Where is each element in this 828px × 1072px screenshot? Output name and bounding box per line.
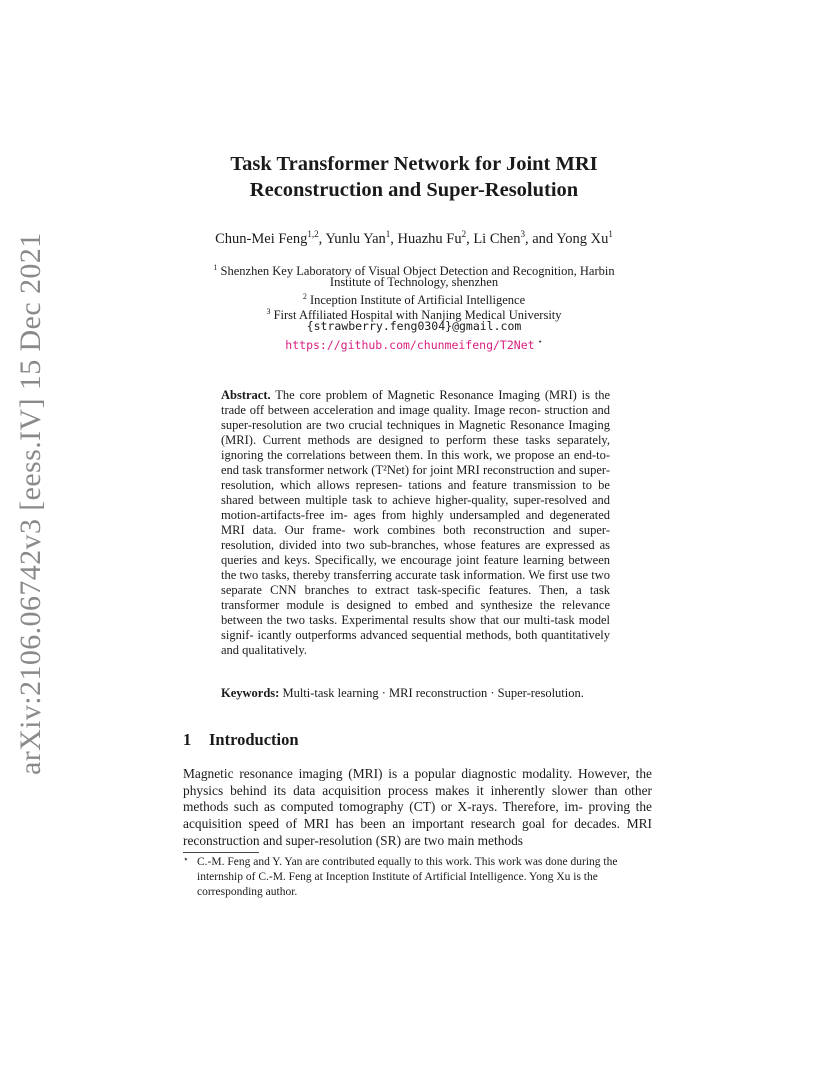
abstract-line: tations and feature transmission to be shared between multiple task bbox=[221, 478, 610, 507]
footnote-text bbox=[197, 855, 652, 900]
author-list bbox=[0, 229, 828, 248]
arxiv-identifier-stamp: arXiv:2106.06742v3 [eess.IV] 15 Dec 2021 bbox=[14, 232, 47, 775]
abstract-line: joint MRI reconstruction and super-resolution, which allows represen- bbox=[221, 463, 610, 492]
abstract-line: to achieve higher-quality, super-resolved and motion-artifacts-free im- bbox=[221, 493, 610, 522]
footnote-line: C.-M. Feng and Y. Yan are contributed equally to this work. This work was done bbox=[197, 856, 568, 868]
affiliation-number: 2 bbox=[302, 292, 307, 301]
abstract-line: module is designed to embed and synthesize the relevance between the bbox=[221, 598, 610, 627]
section-number: 1 bbox=[183, 730, 192, 749]
keywords bbox=[221, 686, 641, 701]
author-email: {strawberry.feng0304}@gmail.com bbox=[306, 319, 522, 333]
body-line: other methods such as computed tomography (CT) or X-rays. Therefore, im- bbox=[183, 782, 652, 815]
body-line: the physics behind its data acquisition process makes it inherently slower than bbox=[183, 766, 652, 798]
footnote bbox=[183, 855, 652, 900]
abstract-line: two tasks. Experimental results show that our multi-task model signif- bbox=[221, 613, 611, 642]
paper-title-line-2: Reconstruction and Super-Resolution bbox=[249, 179, 579, 201]
introduction-paragraph bbox=[183, 766, 652, 850]
abstract-line: icantly outperforms advanced sequential methods, both quantitatively bbox=[257, 628, 611, 642]
abstract-line: work, we propose an end-to-end task transformer network (T²Net) for bbox=[221, 448, 610, 477]
body-line: Magnetic resonance imaging (MRI) is a popular diagnostic modality. However, bbox=[183, 766, 630, 781]
keywords-label: Keywords: bbox=[221, 686, 280, 700]
section-title: Introduction bbox=[209, 730, 299, 749]
abstract bbox=[221, 388, 610, 658]
author-name: Li Chen bbox=[473, 230, 521, 247]
author-affiliation-sup: 1 bbox=[385, 229, 391, 239]
footnote-line: Yong Xu is the corresponding author. bbox=[197, 871, 598, 898]
code-url-line bbox=[0, 334, 828, 353]
author-name: Yunlu Yan bbox=[325, 230, 386, 247]
body-line: decades. MRI reconstruction and super-resolution (SR) are two main methods bbox=[183, 816, 652, 848]
abstract-line: ages from highly undersampled and degenerated MRI data. Our frame- bbox=[221, 508, 611, 537]
abstract-line: these tasks separately, ignoring the correlations between them. In this bbox=[221, 433, 610, 462]
affiliation-text: First Affiliated Hospital with Nanjing Medical University bbox=[273, 308, 562, 323]
abstract-line: Specifically, we encourage joint feature learning between the two tasks, bbox=[221, 553, 611, 582]
abstract-line: thereby transferring accurate task information. We first use two separate bbox=[221, 568, 611, 597]
affiliation-number: 1 bbox=[213, 263, 218, 272]
author-separator: , bbox=[466, 230, 474, 247]
abstract-line: Resonance Imaging (MRI). Current methods are designed to perform bbox=[221, 418, 610, 447]
abstract-line: two sub-branches, whose features are expressed as queries and keys. bbox=[221, 538, 611, 567]
keywords-text: Multi-task learning · MRI reconstruction · Super-resolution. bbox=[282, 686, 584, 700]
abstract-line: The core problem of Magnetic Resonance Imaging (MRI) bbox=[275, 388, 577, 402]
author-affiliation-sup: 3 bbox=[520, 229, 525, 239]
author-separator: , and bbox=[524, 230, 557, 247]
author-separator: , bbox=[390, 230, 398, 247]
author-name: Chun-Mei Feng bbox=[215, 230, 308, 247]
author-name: Yong Xu bbox=[556, 230, 609, 247]
abstract-line: and qualitatively. bbox=[221, 643, 307, 657]
abstract-line: work combines both reconstruction and super-resolution, divided into bbox=[221, 523, 611, 552]
section-heading-introduction bbox=[183, 730, 299, 750]
author-affiliation-sup: 1,2 bbox=[307, 229, 319, 239]
code-repository-link[interactable]: https://github.com/chunmeifeng/T2Net bbox=[285, 338, 535, 353]
author-separator: , bbox=[318, 230, 326, 247]
abstract-line: CNN branches to extract task-specific features. Then, a task transformer bbox=[221, 583, 610, 612]
affiliation-1-line-2: Institute of Technology, shenzhen bbox=[329, 275, 499, 289]
footnote-mark: ⋆ bbox=[183, 854, 189, 864]
author-affiliation-sup: 1 bbox=[608, 229, 613, 239]
body-line: proving the acquisition speed of MRI has been an important research goal for bbox=[183, 799, 652, 832]
affiliation-number: 3 bbox=[266, 307, 271, 316]
affiliation-text: Inception Institute of Artificial Intelligence bbox=[309, 293, 526, 308]
affiliation-text: Shenzhen Key Laboratory of Visual Object Detection and Recognition, Harbin bbox=[220, 264, 615, 279]
abstract-label: Abstract. bbox=[221, 388, 271, 402]
author-affiliation-sup: 2 bbox=[461, 229, 467, 239]
paper-title-line-1: Task Transformer Network for Joint MRI bbox=[230, 153, 598, 175]
footnote-line: during the internship of C.-M. Feng at Inception Institute of Artificial Intelligence. bbox=[197, 856, 618, 883]
abstract-line: struction and super-resolution are two crucial techniques in Magnetic bbox=[221, 403, 610, 432]
abstract-line: is the trade off between acceleration and image quality. Image recon- bbox=[221, 388, 611, 417]
author-name: Huazhu Fu bbox=[397, 230, 462, 247]
email-line bbox=[0, 319, 828, 334]
footnote-divider bbox=[183, 852, 259, 853]
footnote-marker: ⋆ bbox=[537, 337, 543, 346]
